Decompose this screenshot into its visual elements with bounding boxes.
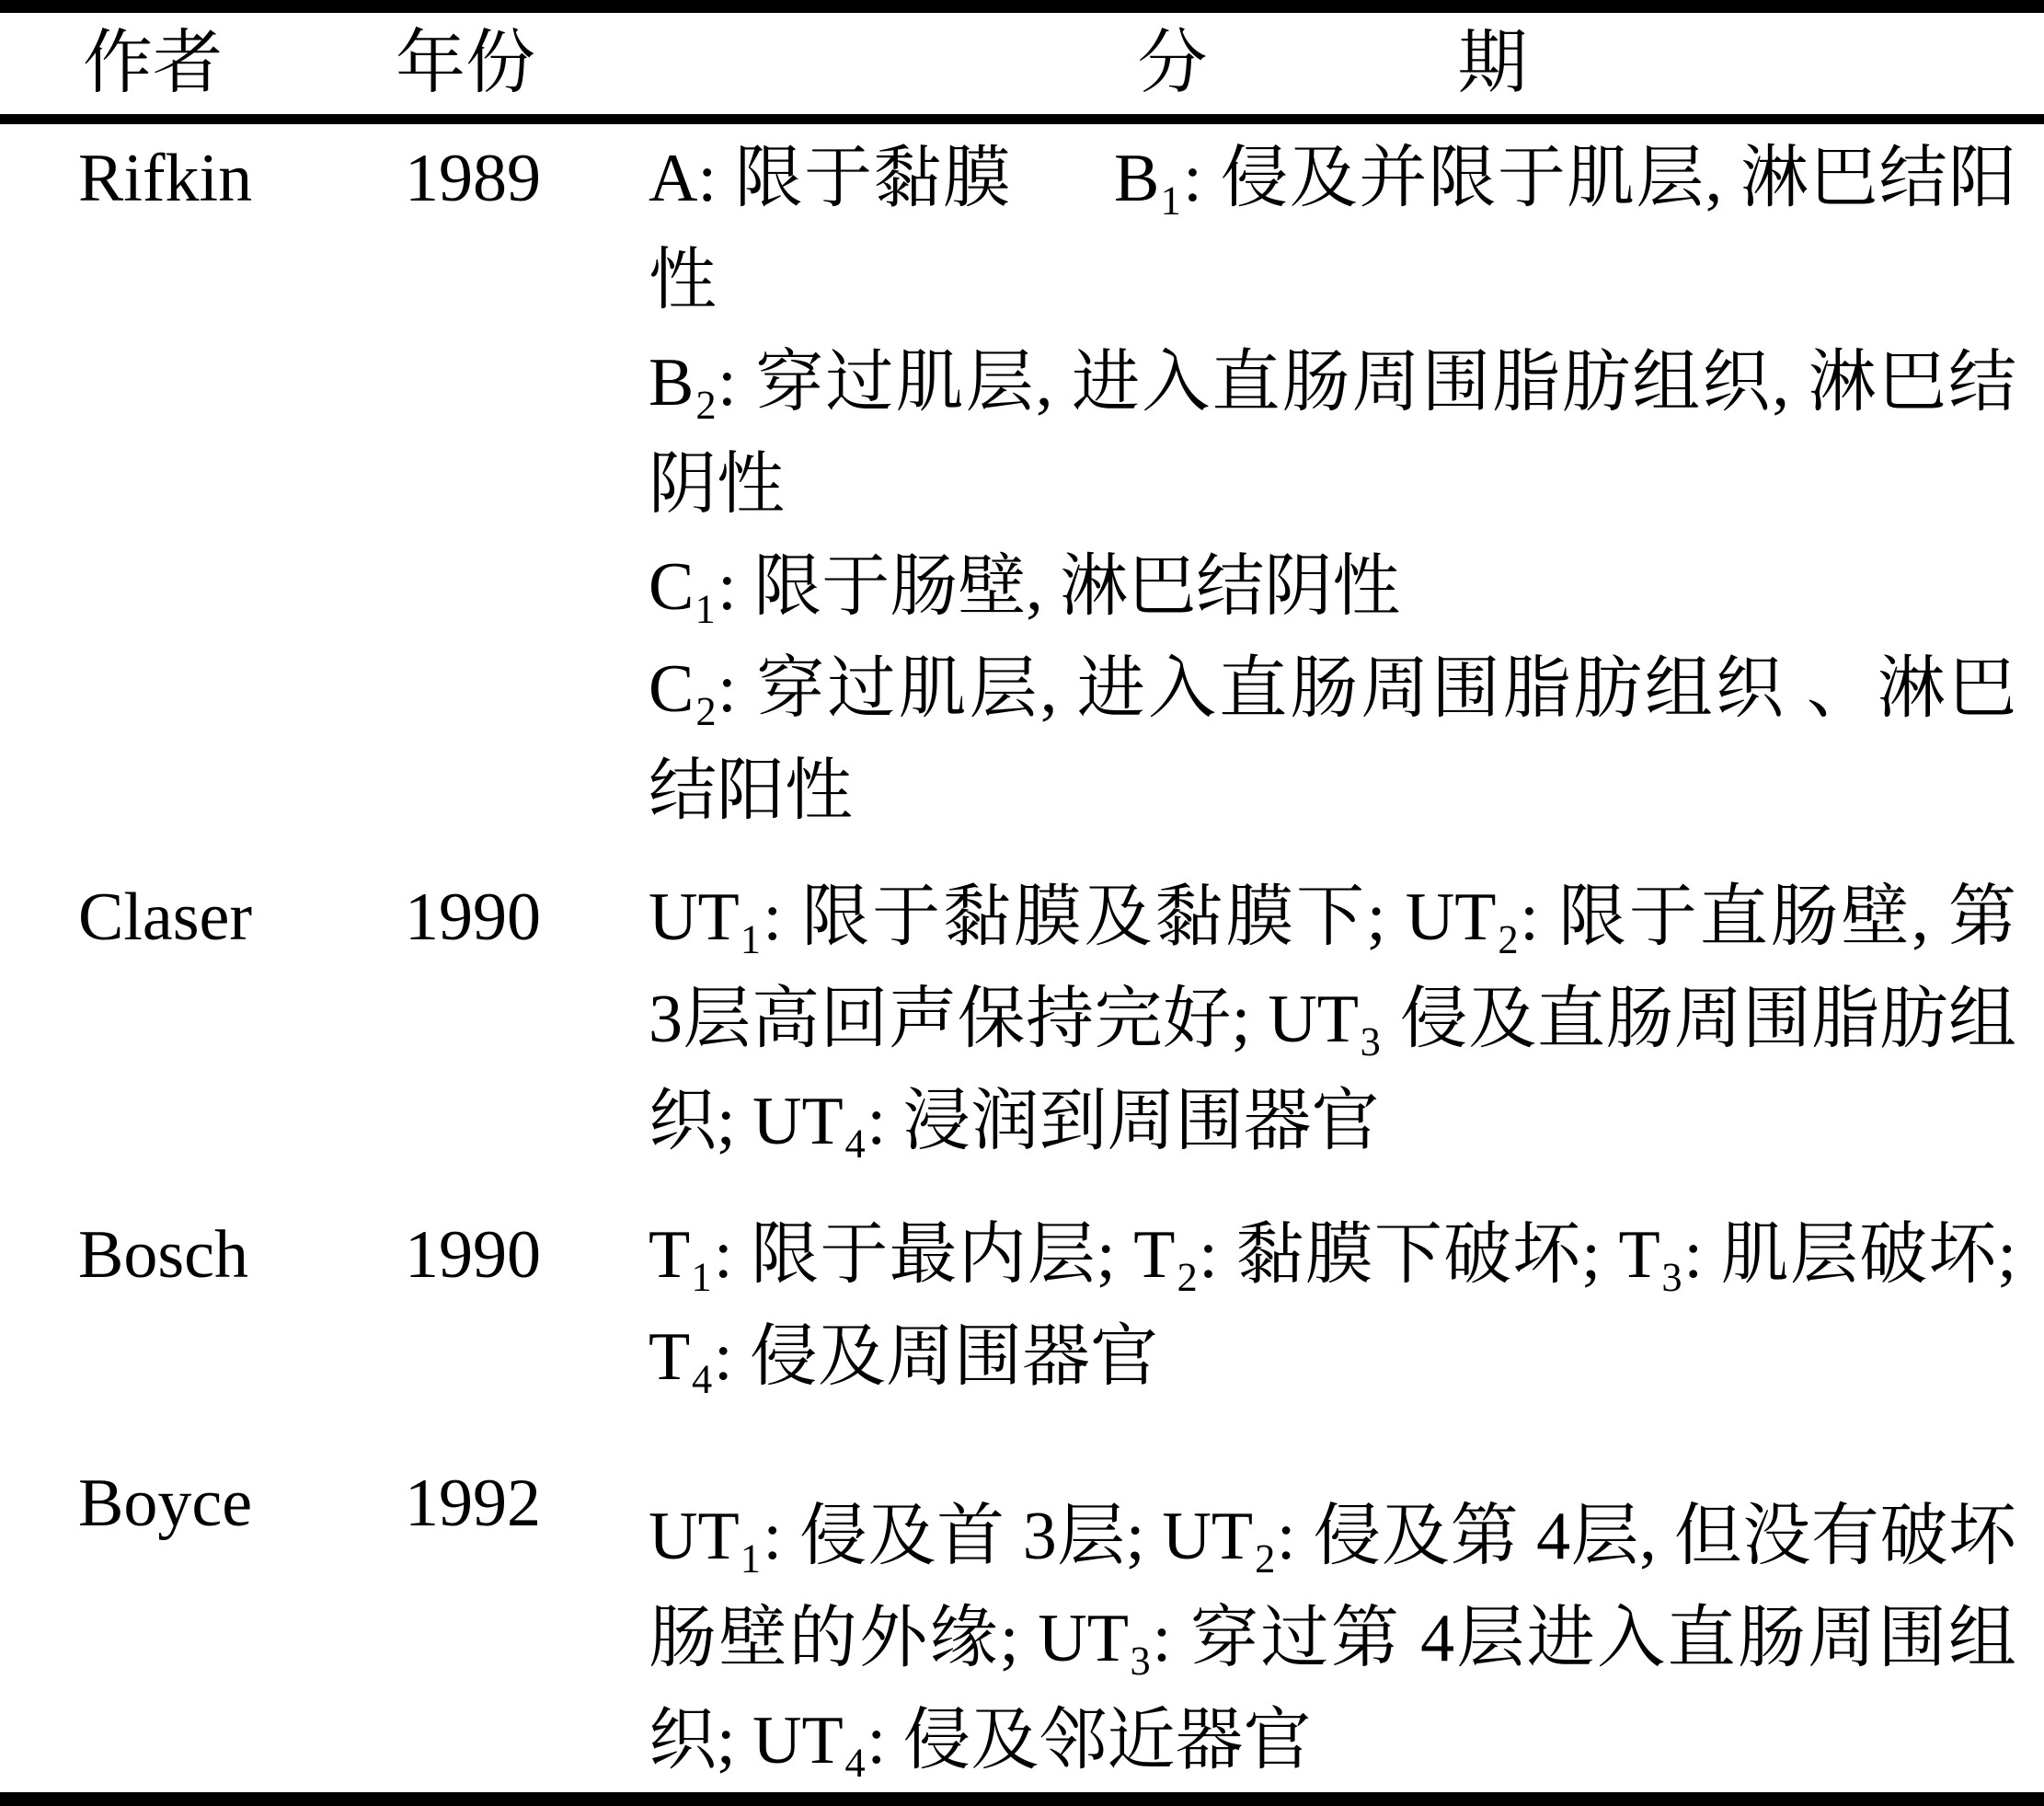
stage-description: B₂: 穿过肌层, 进入直肠周围脂肪组织, 淋巴结阴性	[649, 345, 2016, 523]
table-row	[0, 1453, 2044, 1792]
header-author: 作者	[83, 25, 223, 102]
table-row	[0, 128, 2044, 843]
table-top-border	[0, 0, 2044, 13]
staging-cell	[649, 1204, 2044, 1409]
header-staging-char-right: 期	[1457, 25, 1528, 102]
staging-cell	[649, 867, 2044, 1173]
year-cell: 1989	[405, 141, 541, 216]
header-year: 年份	[396, 25, 535, 102]
stage-description: UT₁: 侵及首 3层; UT₂: 侵及第 4层, 但没有破坏肠壁的外缘; UT₃: 穿过第 4层进入直肠周围组织; UT₄: 侵及邻近器官	[649, 1499, 2016, 1778]
table-row	[0, 867, 2044, 1173]
table-header-rule	[0, 114, 2044, 124]
year-cell: 1990	[405, 1217, 541, 1293]
author-cell: Boyce	[78, 1466, 253, 1541]
stage-description: UT₁: 限于黏膜及黏膜下; UT₂: 限于直肠壁, 第 3层高回声保持完好; UT₃ 侵及直肠周围脂肪组织; UT₄: 浸润到周围器官	[649, 880, 2016, 1159]
table-row	[0, 1204, 2044, 1409]
table-bottom-border	[0, 1792, 2044, 1806]
year-cell: 1990	[405, 880, 541, 955]
staging-cell	[649, 1453, 2044, 1792]
stage-description: C₁: 限于肠壁, 淋巴结阴性	[649, 549, 1401, 625]
stage-description: A: 限于黏膜 B₁: 侵及并限于肌层, 淋巴结阳性	[649, 141, 2016, 318]
author-cell: Bosch	[78, 1217, 248, 1293]
header-staging-char-left: 分	[1137, 25, 1208, 102]
header-staging	[649, 14, 2044, 113]
year-cell: 1992	[405, 1466, 541, 1541]
staging-cell	[649, 128, 2044, 843]
stage-description: C₂: 穿过肌层, 进入直肠周围脂肪组织 、淋巴结阳性	[649, 651, 2016, 829]
author-cell: Claser	[78, 880, 253, 955]
table-header-row	[0, 13, 2044, 114]
stage-description: T₁: 限于最内层; T₂: 黏膜下破坏; T₃: 肌层破坏; T₄: 侵及周围器官	[649, 1217, 2016, 1395]
author-cell: Rifkin	[78, 141, 253, 216]
